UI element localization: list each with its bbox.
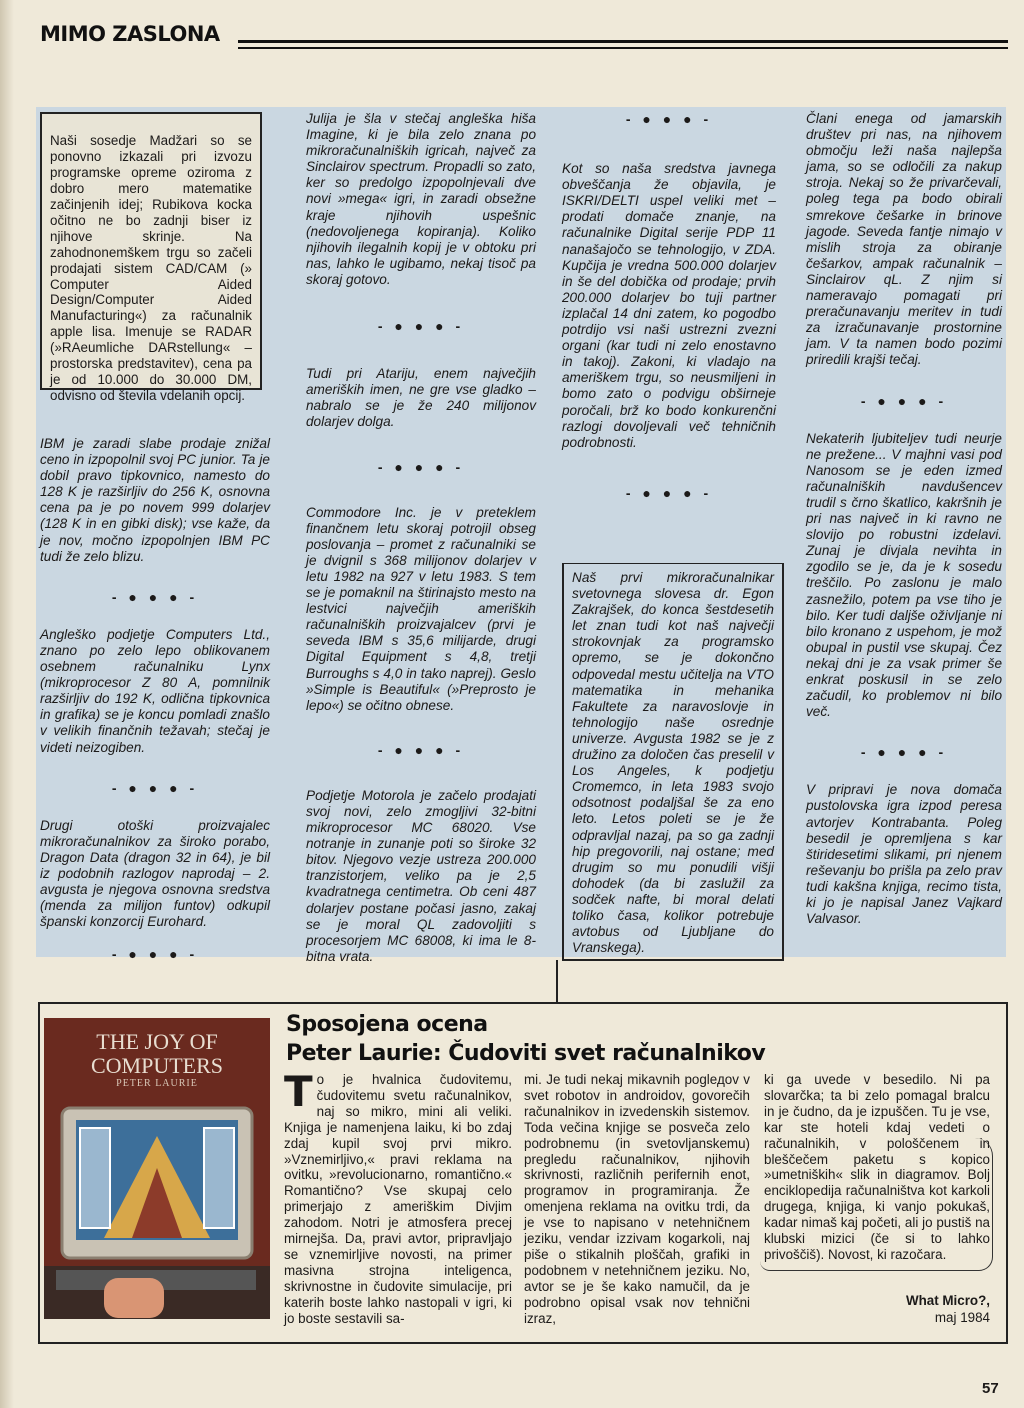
news-item-iskra-delta: Kot so naša sredstva javnega obveščanja že objavila, je ISKRI/DELTI uspel veliki met – prodati domače znanje, na računalnike Digital serije PDP 11 nanašajočo se tehnologijo, v ZDA. Kupčija je vredna 500.000 dolarjev in še del dobička od prodaje; prvih 200.000 dolarjev bo tuji partner izplačal 14 dni zatem, ko pogodbo potrdijo vsi naši ustrezni zvezni organi (kar tudi ni zelo enostavno in takoj). Zakoni, ki vladajo na ameriškem trgu, so neusmiljeni in bomo zato o podvigu obširneje poročali, brž ko bodo konkurenčni razlogi dovoljevali več tehničnih podrobnosti. [562, 161, 776, 450]
separator: - ● ● ● - [860, 744, 948, 761]
separator: - ● ● ● - [111, 946, 199, 963]
news-item-commodore: Commodore Inc. je v preteklem finančnem letu skoraj potrojil obseg poslovanja – promet z računalniki se je dvignil s 368 milijonov dolarjev v letu 1982 na 927 v letu 1983. S tem se je pomaknil na štirinajsto mesto na lestvici največjih ameriških računalniških proizvajalcev (prvi je seveda IBM s 35,6 milijarde, drugi Digital Equipment s 4,8, tretji Burroughs s 4,0 in tako naprej). Geslo »Simple is Beautiful« (»Preprosto je lepo«) se očitno obnese. [306, 504, 536, 713]
review-text-2: mi. Je tudi nekaj mikavnih poglедov v svet robotov in androidov, govorečih računalnikov in izvedenskih sistemov. Toda večina knjige se posveča zelo podrobnemu (in svetovljanskemu) pregledu računalnikov, njihovih skrivnosti, različnih perifernih enot, programov in programiranja. Že omenjena reklama na ovitku trdi, da je vse to napisano v netehničnem jeziku, vendar izzivam kogarkoli, naj piše o stikalnih ploščah, grafiki in podobnem v netehničnem jeziku. No, avtor se je še kako namučil, da je podrobno opisal vsak nov tehnični izraz, [524, 1072, 750, 1326]
separator: - ● ● ● - [111, 779, 199, 796]
source-date: maj 1984 [934, 1310, 990, 1325]
news-column-2 [306, 111, 536, 965]
separator: - ● ● ● - [625, 484, 713, 501]
book-title: THE JOY OF COMPUTERS [90, 1029, 224, 1078]
review-source [870, 1292, 990, 1326]
review-kicker: Sposojena ocena [286, 1012, 488, 1037]
news-item-kontrabant: V pripravi je nova domača pustolovska igra izpod peresa avtorjev Kontrabanta. Poleg besedil je opremljena s kar štiridesetimi slikami, pri njenem reševanju bo prišla pa zelo prav tudi kakšna knjiga, recimo tista, ki jo je napisal Janez Vajkard Valvasor. [806, 782, 1002, 927]
news-item-lynx: Angleško podjetje Computers Ltd., znano po zelo lepo oblikovanem osebnem računalniku Lynx (mikroprocesor Z 80 A, pomnilnik razširljiv do 192 K, odlična tipkovnica in grafika) se je koncu pomladi znašlo v velikih finančnih težavah; stečaj je videti neizogiben. [40, 626, 270, 755]
news-item-jamarji: Člani enega od jamarskih društev pri nas, na njihovem območju leži naša najlepša jama, so se odločili za nakup stroja. Nekaj so že privarčevali, poleg tega pa bodo obirali smrekove češarke in brinove jagode. Seveda fantje nimajo v mislih stroja za obiranje češarkov, ampak računalnik – Sinclairov qL. Z njim si nameravajo pomagati pri preračunavanju meritev in tudi za izračunavanje prostornine jam. V ta namen bodo pozimi priredili krajši tečaj. [806, 111, 1002, 368]
section-title: MIMO ZASLONA [40, 22, 220, 46]
page-spine-shadow [0, 0, 14, 1408]
header-rule [238, 40, 1008, 43]
page-number: 57 [982, 1380, 999, 1397]
review-text-3: ki ga uvede v besedilo. Ni pa slovarčka; ta bi zelo pomagal bralcu in je čudno, da je izpuščen. Tu je vse, kar ste hoteli kdaj vedeti o računalnikih, v pološčenem in bleščečem paketu s kopico »umetniških« slik in diagramov. Bolj enciklopedija računalništva kot karkoli drugega, knjiga, ki vanjo pokukaš, kadar nimaš kaj početi, ali jo pustiš na klubski mizici (če si to lahko privoščiš). Novost, ki razočara. [764, 1072, 990, 1262]
review-headline: Peter Laurie: Čudoviti svet računalnikov [286, 1041, 766, 1066]
news-column-3 [562, 111, 776, 501]
news-item-nevihta: Nekaterih ljubiteljev tudi neurje ne prežene... V majhni vasi pod Nanosom se je eden izmed računalniških navdušencev trudil s črno škatlico, kakršnih je pri nas največ in ki ravno ne slovijo po robustni izdelavi. Zunaj je divjala nevihta in zgodilo se je, da je k sosedu treščilo. Po zaslonu je malo zasnežilo, potem pa vse tiho je bilo. Ker tudi daljše oživljanje ni bilo kronano z uspehom, je mož obupal in pustil vse skupaj. Čez nekaj dni je za vsak primer še enkrat poskusil in se zelo začudil, ko problemov ni bilo več. [806, 430, 1002, 720]
separator: - ● ● ● - [111, 588, 199, 605]
separator: - ● ● ● - [377, 458, 465, 475]
header-rule-lower [238, 47, 1008, 49]
handwritten-bracket [760, 1138, 993, 1271]
review-column-1 [284, 1067, 512, 1327]
book-author: PETER LAURIE [116, 1078, 198, 1089]
news-box-zakrajsek [562, 563, 784, 961]
separator: - ● ● ● - [377, 741, 465, 758]
review-column-2 [524, 1072, 750, 1327]
box-text: Naši sosedje Madžari so se ponovno izkazali pri izvozu programske opreme oziroma z dobro mero matematike začinjenih idej; Rubikova kocka očitno ne bo zadnji biser iz njihove skrinje. Na zahodnonemškem trgu so začeli prodajati sistem CAD/CAM (» Computer Aided Design/Computer Aided Manufacturing«) za računalnik apple lisa. Imenuje se RADAR (»RAeumliche DARstellung« – prostorska predstavitev), cena pa je od 10.000 do 30.000 DM, odvisno od števila vdelanih opcij. [50, 133, 252, 403]
news-column-1 [40, 436, 270, 984]
news-box-radar [40, 112, 262, 403]
separator: - ● ● ● - [377, 318, 465, 335]
source-title: What Micro?, [905, 1293, 990, 1308]
separator: - ● ● ● - [625, 111, 713, 127]
news-item-motorola: Podjetje Motorola je začelo prodajati svoj novi, zelo zmogljivi 32-bitni mikroprocesor MC 68020. Vse notranje in zunanje poti so široke 32 bitov. Njegovo vezje ustreza 200.000 tranzistorjem, veliko pa je 2,5 kvadratnega centimetra. Ob ceni 487 dolarjev postane počasi jasno, zakaj se je moral QL zadovoljiti s procesorjem MC 68008, ki ima le 8-bitna vrata. [306, 787, 536, 964]
news-item-ibm: IBM je zaradi slabe prodaje znižal ceno in izpopolnil svoj PC junior. Ta je dobil pravo tipkovnico, namesto do 128 K je razširljiv do 256 K, osnovna cena pa je po novem 999 dolarjev (128 K in en gibki disk); vse kaže, da je nov, močno izpopolnjen IBM PC tudi že zelo blizu. [40, 436, 270, 564]
review-text-1: o je hvalnica čudovitemu, čudovitemu svetu računalnikov, naj so mikro, mini ali veliki. Knjiga je namenjena laiku, ki bo zdaj zdaj kupil svoj prvi mikro. »Vznemirljivo,« pravi reklama na ovitku, »revolucionarno, romantično.« Romantično? Vse skupaj celo primerjajo z ameriškim Divjim zahodom. Notri je atmosfera precej mirnejša. Da, pravi avtor, pripravljajo se vznemirljive novosti, na primer masivna strojna inteligenca, skrivnostne in čudovite simulacije, pri katerih boste lahko nastopali v igri, ki jo boste sestavili sa- [284, 1072, 512, 1326]
box-text: Naš prvi mikroračunalnikar svetovnega slovesa dr. Egon Zakrajšek, do konca šestdesetih let znan tudi kot naš največji strokovnjak za programsko opremo, se je dokončno odpovedal mestu učitelja na VTO matematika in mehanika Fakultete za naravoslovje in tehnologijo naše osrednje univerze. Avgusta 1982 se je z družino za določen čas preselil v Los Angeles, k podjetju Cromemco, in leta 1983 svojo odsotnost podaljšal še za eno leto. Letos poleti se je že odpravljal nazaj, pa so ga zadnji hip pregovorili, naj ostane; med drugim so mu ponudili višji dohodek (da bi zaslužil za sodček nafte, bi moral delati toliko časa, kolikor potrebuje avtobus od Ljubljane do Vranskega). [572, 570, 774, 956]
news-item-imagine: Julija je šla v stečaj angleška hiša Imagine, ki je bila zelo znana po mikroračunalniških igricah, največ za Sinclairov spectrum. Propadli so zato, ker so predolgo izpopolnjevali dve novi »mega« igri, in zaradi obsežne kraje njihovih uspešnic (nedovoljenega kopiranja). Koliko njihovih ilegalnih kopij je v obtoku pri nas, lahko le ugibamo, nekaj tisoč pa skoraj gotovo. [306, 111, 536, 287]
news-item-atari: Tudi pri Atariju, enem največjih ameriških imen, ne gre vse gladko – nabralo se je že 240 milijonov dolarjev dolga. [306, 366, 536, 430]
news-column-4 [806, 111, 1002, 927]
news-item-dragon: Drugi otoški proizvajalec mikroračunalnikov za široko porabo, Dragon Data (dragon 32 in 64), je bil iz podobnih razlogov naprodaj – 2. avgusta je njegova osnovna sredstva (menda za milijon funtov) odkupil španski konzorcij Eurohard. [40, 817, 270, 930]
drop-cap: T [284, 1067, 313, 1116]
book-cover-image [44, 1018, 270, 1319]
book-illustration [44, 1018, 270, 1319]
separator: - ● ● ● - [860, 392, 948, 409]
